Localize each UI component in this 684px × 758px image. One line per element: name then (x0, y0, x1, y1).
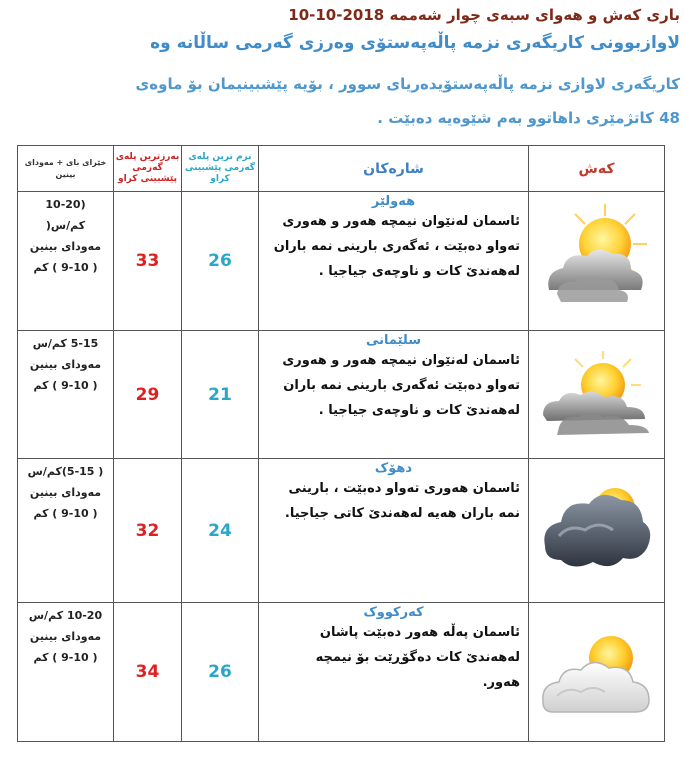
description-line: لەهەندێ کات و ناوچەی جیاجیا . (318, 402, 520, 418)
wind-line: ( 9-10 ) کم (33, 507, 98, 521)
dark-cloud-icon (539, 476, 655, 586)
weather-icon-cell (529, 459, 665, 603)
sun-behind-white-cloud-icon (537, 622, 657, 722)
wind-line: 5-15 کم/س (32, 336, 99, 350)
forecast-description (259, 620, 528, 695)
min-temp-value: 24 (182, 459, 259, 603)
weather-icon-cell (529, 603, 665, 742)
city-name: کەرکووک (363, 605, 424, 621)
sun-behind-clouds-icon (537, 349, 657, 441)
description-line: ئاسمان لەنێوان نیمچە هەور و هەوری (282, 352, 520, 368)
description-line: تەواو دەبێت ، ئەگەری بارینی نمە باران (273, 239, 520, 254)
table-row (18, 192, 665, 331)
wind-line: مەودای بینین (29, 240, 102, 253)
header-wind: خێرای بای + مەودای بینین (18, 146, 114, 192)
max-temp-value: 32 (114, 459, 182, 603)
intro-line-2: کاریگەری لاوازی نزمە پاڵەپەستۆیدەریای سوور ، بۆیە پێشبینیمان بۆ ماوەی (135, 75, 680, 93)
wind-line: مەودای بینین (29, 486, 102, 500)
table-row (18, 459, 665, 603)
wind-line: (10-20 (45, 198, 86, 211)
header-cities: شارەکان (259, 146, 529, 192)
description-line: ئاسمان هەوری تەواو دەبێت ، بارینی (288, 481, 520, 497)
header-weather: کەش (529, 146, 665, 192)
header-min-temp: نزم ترین پلەی گەرمی پێشبینی کراو (182, 146, 259, 192)
table-header-row (18, 146, 665, 192)
max-temp-value: 29 (114, 330, 182, 459)
min-temp-value: 21 (182, 330, 259, 459)
intro-line-3: 48 کاتژمێری داهاتوو بەم شێوەیە دەبێت . (377, 109, 680, 127)
description-line: ئاسمان پەڵە هەور دەبێت پاشان (319, 625, 520, 641)
wind-line: مەودای بینین (29, 357, 102, 371)
city-cell (259, 603, 529, 742)
description-line: نمە باران هەیە لەهەندێ کاتی جیاجیا. (284, 506, 520, 522)
wind-line: مەودای بینین (29, 630, 102, 644)
min-temp-value: 26 (182, 603, 259, 742)
max-temp-value: 33 (114, 192, 182, 331)
sun-behind-cloud-icon (535, 198, 659, 324)
wind-line: کم/س( (45, 219, 86, 232)
table-row (18, 330, 665, 459)
city-name: دهۆک (374, 461, 413, 477)
forecast-description (259, 209, 528, 284)
city-cell (259, 459, 529, 603)
wind-cell (18, 330, 114, 459)
description-line: لەهەندێ کات دەگۆڕێت بۆ نیمچە (315, 650, 520, 666)
wind-cell (18, 459, 114, 603)
description-line: هەور. (482, 675, 520, 691)
table-row (18, 603, 665, 742)
wind-line: ( 9-10 ) کم (33, 378, 98, 392)
forecast-description (259, 476, 528, 526)
description-line: ئاسمان لەنێوان نیمچە هەور و هەوری (282, 214, 520, 229)
min-temp-value: 26 (182, 192, 259, 331)
header-max-temp: بەرزترین پلەی گەرمی پێشبینی کراو (114, 146, 182, 192)
city-name: سلێمانی (365, 332, 422, 348)
description-line: لەهەندێ کات و ناوچەی جیاجیا . (318, 264, 520, 279)
city-cell (259, 330, 529, 459)
wind-line: ( 9-10 ) کم (33, 261, 98, 274)
wind-cell (18, 192, 114, 331)
description-line: تەواو دەبێت ئەگەری بارینی نمە باران (283, 377, 520, 393)
wind-cell (18, 603, 114, 742)
city-name: هەولێر (371, 194, 416, 209)
weather-icon-cell (529, 192, 665, 331)
forecast-description (259, 348, 528, 423)
wind-line: ( 5-15)کم/س (27, 465, 104, 479)
intro-line-1: لاوازبوونی کاریگەری نزمە پاڵەپەستۆی وەرزی گەرمی ساڵانە وە (150, 33, 680, 53)
max-temp-value: 34 (114, 603, 182, 742)
wind-line: 10-20 کم/س (28, 609, 103, 623)
forecast-table (17, 145, 665, 742)
city-cell (259, 192, 529, 331)
weather-icon-cell (529, 330, 665, 459)
wind-line: ( 9-10 ) کم (33, 651, 98, 665)
page-title: باری کەش و هەوای سبەی چوار شەممە 2018-10-10 (288, 6, 680, 24)
